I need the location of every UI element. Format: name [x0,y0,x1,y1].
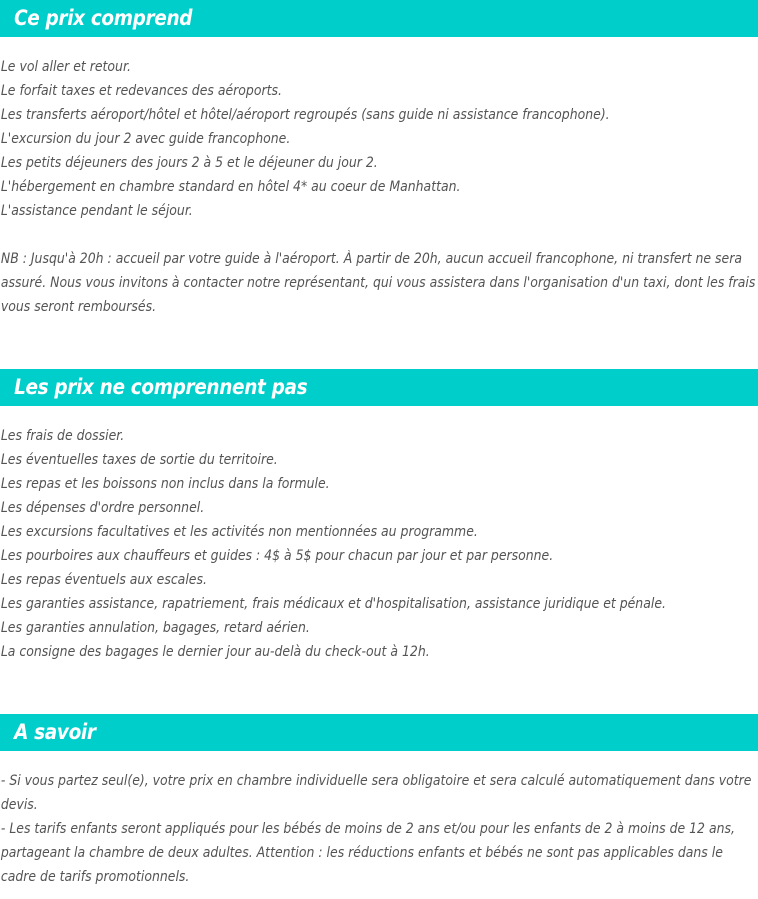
section-good-to-know [0,714,758,889]
good-to-know-paragraph: - Si vous partez seul(e), votre prix en chambre individuelle sera obligatoire et sera calculé automatiquement dans votre devis. [0,773,752,813]
excludes-list [0,406,758,664]
list-item: Les frais de dossier. [0,428,125,444]
list-item: Les garanties annulation, bagages, retard aérien. [0,620,310,636]
section-header-bar-good-to-know [0,714,758,751]
section-body-excludes [0,406,758,664]
section-title-excludes: Les prix ne comprennent pas [14,375,308,399]
list-item: Les transferts aéroport/hôtel et hôtel/aéroport regroupés (sans guide ni assistance francophone). [0,107,610,123]
list-item: L'hébergement en chambre standard en hôtel 4* au coeur de Manhattan. [0,179,461,195]
includes-note-block [0,223,758,319]
section-header-bar-excludes [0,369,758,406]
section-price-excludes [0,369,758,664]
list-item: Les repas éventuels aux escales. [0,572,207,588]
list-item: La consigne des bagages le dernier jour au-delà du check-out à 12h. [0,644,430,660]
section-body-includes [0,37,758,319]
list-item: Les repas et les boissons non inclus dans la formule. [0,476,330,492]
list-item: Les dépenses d'ordre personnel. [0,500,205,516]
section-body-good-to-know [0,751,758,889]
good-to-know-paragraph: - Les tarifs enfants seront appliqués pour les bébés de moins de 2 ans et/ou pour les enfants de 2 à moins de 12 ans, partageant la chambre de deux adultes. Attention : les réductions enfants et bébés ne sont pas applicables dans le cadre de tarifs promotionnels. [0,821,735,885]
section-spacer [0,319,758,369]
list-item: Le vol aller et retour. [0,59,131,75]
section-price-includes [0,0,758,319]
list-item: Les garanties assistance, rapatriement, frais médicaux et d'hospitalisation, assistance juridique et pénale. [0,596,666,612]
section-title-good-to-know: A savoir [14,720,96,744]
list-item: L'excursion du jour 2 avec guide francophone. [0,131,291,147]
list-item: Les excursions facultatives et les activités non mentionnées au programme. [0,524,478,540]
section-header-bar-includes [0,0,758,37]
list-item: Les pourboires aux chauffeurs et guides : 4$ à 5$ pour chacun par jour et par personne. [0,548,554,564]
includes-note-text: NB : Jusqu'à 20h : accueil par votre guide à l'aéroport. À partir de 20h, aucun accueil francophone, ni transfert ne sera assuré. Nous vous invitons à contacter notre représentant, qui vous assistera dans l'organisation d'un taxi, dont les frais vous seront remboursés. [0,251,756,315]
list-item: Les petits déjeuners des jours 2 à 5 et le déjeuner du jour 2. [0,155,378,171]
section-spacer [0,664,758,714]
list-item: Le forfait taxes et redevances des aéroports. [0,83,282,99]
list-item: Les éventuelles taxes de sortie du territoire. [0,452,278,468]
section-title-includes: Ce prix comprend [14,6,193,30]
includes-list [0,37,758,223]
list-item: L'assistance pendant le séjour. [0,203,193,219]
